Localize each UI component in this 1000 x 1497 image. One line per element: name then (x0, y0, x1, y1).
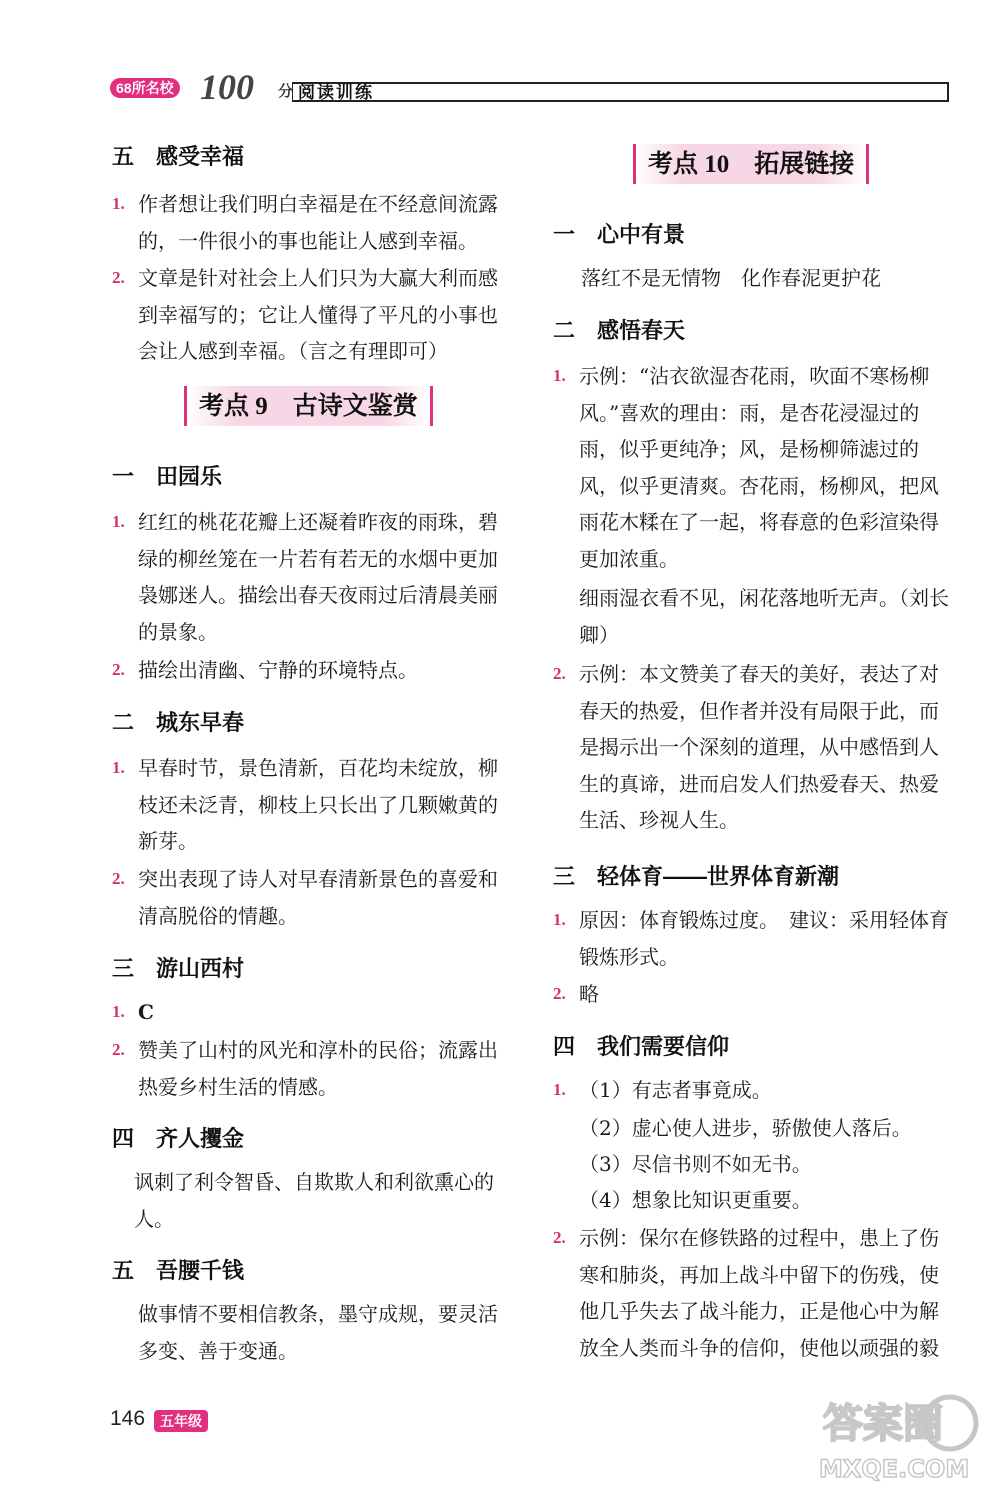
section-number: 三 (553, 864, 576, 889)
answer-item (553, 1182, 953, 1219)
book-header (110, 67, 950, 107)
answer-item (553, 1146, 953, 1183)
section-heading (112, 460, 222, 491)
item-text: 示例：“沾衣欲湿杏花雨，吹面不寒杨柳风。”喜欢的理由：雨，是杏花浸湿过的雨，似乎更纯净；风，是杨柳筛滤过的风，似乎更清爽。杏花雨，杨柳风，把风雨花木糅在了一起，将春意的色彩渲染得更加浓重。 (579, 364, 939, 571)
item-text: 突出表现了诗人对早春清新景色的喜爱和清高脱俗的情趣。 (138, 867, 498, 928)
item-text: （2）虚心使人进步，骄傲使人落后。 (579, 1116, 912, 1140)
section-number: 一 (112, 464, 135, 489)
section-number: 五 (112, 1258, 135, 1283)
item-number: 1. (553, 366, 566, 385)
section-heading (553, 1030, 729, 1061)
section-number: 五 (112, 144, 135, 169)
answer-item (112, 750, 512, 860)
section-number: 四 (553, 1034, 576, 1059)
section-number: 四 (112, 1126, 135, 1151)
answer-item (553, 1072, 953, 1109)
brand-badge: 68所名校 (110, 78, 180, 98)
section-title: 轻体育——世界体育新潮 (597, 864, 840, 889)
book-title: 阅读训练 (298, 83, 374, 102)
brand-score-unit: 分 (278, 83, 294, 100)
item-text: 示例：保尔在修铁路的过程中，患上了伤寒和肺炎，再加上战斗中留下的伤残，使他几乎失去了战斗能力，正是他心中为解放全人类而斗争的信仰，使他以顽强的毅 (579, 1226, 939, 1360)
section-heading (553, 218, 685, 249)
section-title: 心中有景 (597, 222, 686, 247)
section-number: 一 (553, 222, 576, 247)
brand-score: 100 (200, 67, 254, 107)
grade-badge: 五年级 (154, 1410, 208, 1432)
answer-item (553, 1220, 953, 1366)
answer-text: 落红不是无情物 化作春泥更护花 (581, 266, 881, 290)
answer-item (112, 260, 512, 370)
item-text: 作者想让我们明白幸福是在不经意间流露的，一件很小的事也能让人感到幸福。 (138, 192, 498, 253)
item-number: 2. (553, 664, 566, 683)
item-text: 赞美了山村的风光和淳朴的民俗；流露出热爱乡村生活的情感。 (138, 1038, 498, 1099)
item-text: 文章是针对社会上人们只为大赢大利而感到幸福写的；它让人懂得了平凡的小事也会让人感到幸福。（言之有理即可） (138, 266, 498, 363)
item-number: 1. (553, 1080, 566, 1099)
section-number: 二 (112, 710, 135, 735)
page-number: 146 (110, 1407, 146, 1430)
item-text: 略 (579, 982, 599, 1006)
item-number: 1. (112, 1002, 125, 1021)
item-text: 示例：本文赞美了春天的美好，表达了对春天的热爱，但作者并没有局限于此，而是揭示出一个深刻的道理，从中感悟到人生的真谛，进而启发人们热爱春天、热爱生活、珍视人生。 (579, 662, 939, 832)
section-title: 我们需要信仰 (597, 1034, 730, 1059)
section-heading (553, 314, 685, 345)
section-title: 城东早春 (156, 710, 245, 735)
item-number: 2. (553, 984, 566, 1003)
item-number: 1. (112, 194, 125, 213)
item-text: 原因：体育锻炼过度。 建议：采用轻体育锻炼形式。 (579, 908, 949, 969)
item-text: （4）想象比知识更重要。 (579, 1188, 812, 1212)
section-number: 三 (112, 956, 135, 981)
answer-item (553, 580, 953, 653)
answer-text: 讽刺了利令智昏、自欺欺人和利欲熏心的人。 (134, 1170, 494, 1231)
header-rule (292, 82, 949, 102)
section-heading (112, 706, 244, 737)
item-number: 2. (112, 268, 125, 287)
answer-item (112, 994, 512, 1031)
section-heading (112, 140, 244, 171)
topic-banner: 考点 10 拓展链接 (633, 144, 869, 184)
section-heading (112, 1122, 244, 1153)
item-text: （1）有志者事竟成。 (579, 1078, 772, 1102)
item-number: 2. (553, 1228, 566, 1247)
section-heading (112, 952, 244, 983)
item-text: 细雨湿衣看不见，闲花落地听无声。（刘长卿） (579, 586, 949, 647)
watermark-logo (815, 1385, 985, 1485)
item-number: 1. (553, 910, 566, 929)
topic-banner: 考点 9 古诗文鉴赏 (184, 386, 433, 426)
answer-item (553, 656, 953, 839)
section-title: 田园乐 (156, 464, 223, 489)
item-text: （3）尽信书则不如无书。 (579, 1152, 812, 1176)
answer-item (553, 358, 953, 577)
answer-item (553, 902, 953, 975)
item-number: 2. (112, 1040, 125, 1059)
section-title: 感悟春天 (597, 318, 686, 343)
item-text: 早春时节，景色清新，百花均未绽放，柳枝还未泛青，柳枝上只长出了几颗嫩黄的新芽。 (138, 756, 498, 853)
answer-item (112, 652, 512, 689)
watermark-url: MXQE.COM (819, 1455, 970, 1483)
answer-item (112, 861, 512, 934)
answer-item (553, 1110, 953, 1147)
answer-item (553, 976, 953, 1013)
section-title: 感受幸福 (156, 144, 245, 169)
section-heading (112, 1254, 244, 1285)
section-heading (553, 860, 839, 891)
section-number: 二 (553, 318, 576, 343)
item-text: C (138, 1000, 154, 1024)
answer-item (112, 504, 512, 650)
answer-item (112, 1032, 512, 1105)
section-title: 吾腰千钱 (156, 1258, 245, 1283)
item-text: 红红的桃花花瓣上还凝着昨夜的雨珠，碧绿的柳丝笼在一片若有若无的水烟中更加袅娜迷人。描绘出春天夜雨过后清晨美丽的景象。 (138, 510, 498, 644)
item-number: 2. (112, 869, 125, 888)
answer-item (112, 186, 512, 259)
section-title: 游山西村 (156, 956, 245, 981)
item-number: 1. (112, 758, 125, 777)
watermark-text: 答案圈 (823, 1401, 943, 1447)
answer-text: 做事情不要相信教条，墨守成规，要灵活多变、善于变通。 (138, 1302, 498, 1363)
section-title: 齐人攫金 (156, 1126, 245, 1151)
item-number: 1. (112, 512, 125, 531)
item-text: 描绘出清幽、宁静的环境特点。 (138, 658, 418, 682)
item-number: 2. (112, 660, 125, 679)
